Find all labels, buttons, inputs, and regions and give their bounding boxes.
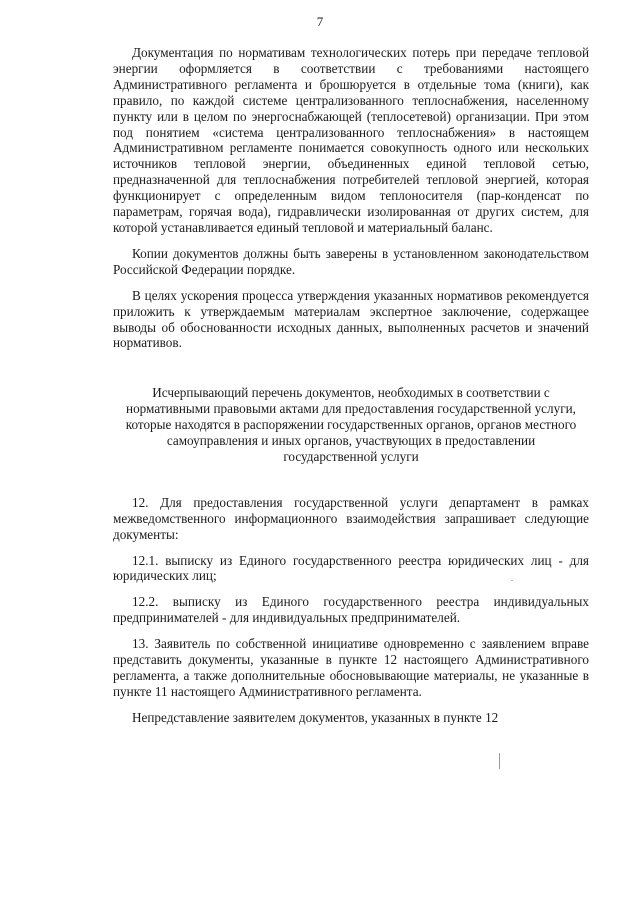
paragraph-item-12-1: 12.1. выписку из Единого государственного реестра юридических лиц - для юридических лиц; [113,552,589,584]
paragraph-non-submission: Непредставление заявителем документов, указанных в пункте 12 [132,709,499,725]
paragraph-item-12: 12. Для предоставления государственной услуги департамент в рамках межведомственного информационного взаимодействия запрашивает следующие документы: [113,494,589,542]
paragraph-documentation-losses: Документация по нормативам технологических потерь при передаче тепловой энергии оформляется в соответствии с требованиями настоящего Административного регламента и брошюруется в отдельные тома (книги), как правило, по каждой системе централизованного теплоснабжения, населенному пункту или в целом по энергоснабжающей (теплосетевой) организации. При этом под понятием «система централизованного теплоснабжения» в настоящем Административном регламенте понимается совокупность одного или нескольких источников тепловой энергии, объединенных единой тепловой сетью, предназначенной для теплоснабжения потребителей тепловой энергией, которая функционирует с определенным видом теплоносителя (пар-конденсат по параметрам, горячая вода), гидравлически изолированная от других систем, для которой устанавливается единый тепловой и материальный баланс. [113,45,589,235]
paragraph-copies-certified: Копии документов должны быть заверены в установленном законодательством Российской Федерации порядке. [113,245,589,277]
scan-speck [511,580,513,581]
page-number: 7 [316,14,324,29]
paragraph-item-13: 13. Заявитель по собственной инициативе одновременно с заявлением вправе представить документы, указанные в пункте 12 настоящего Административного регламента, а также дополнительные обосновывающие материалы, не указанные в пункте 11 настоящего Административного регламента. [113,636,589,699]
document-body [113,45,589,736]
section-heading: Исчерпывающий перечень документов, необходимых в соответствии с нормативными правовыми актами для предоставления государственной услуги, которые находятся в распоряжении государственных органов, органов местного самоуправления и иных органов, участвующих в предоставлении государственной услуги [125,385,577,464]
scan-artifact-mark [499,753,500,769]
paragraph-item-12-2: 12.2. выписку из Единого государственного реестра индивидуальных предпринимателей - для индивидуальных предпринимателей. [113,594,589,626]
paragraph-expert-conclusion: В целях ускорения процесса утверждения указанных нормативов рекомендуется приложить к утверждаемым материалам экспертное заключение, содержащее выводы об обоснованности исходных данных, выполненных расчетов и значений нормативов. [113,287,589,351]
